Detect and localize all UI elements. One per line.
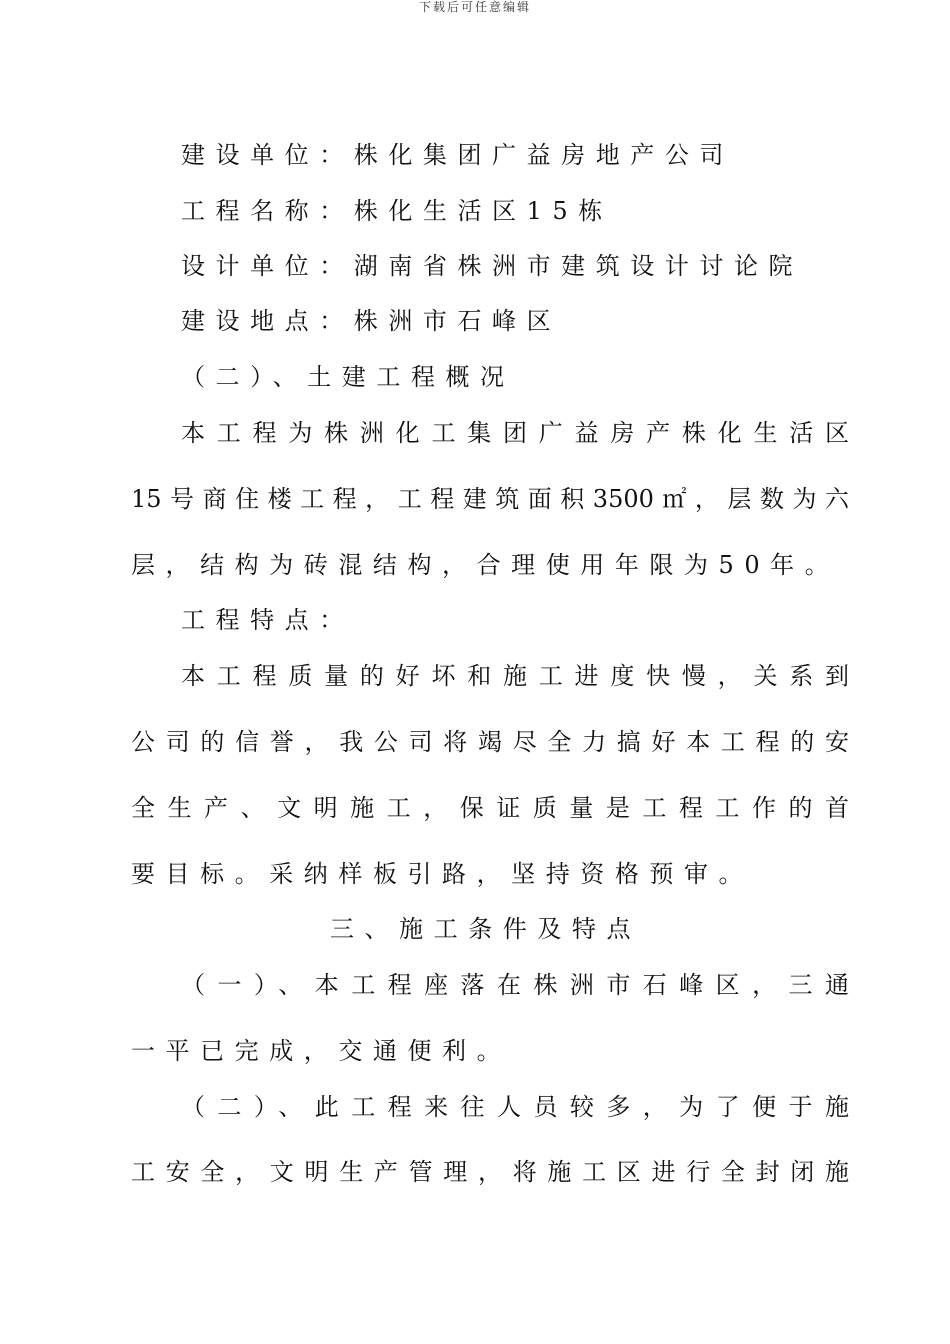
paragraph-line: 全生产、文明施工，保证质量是工程工作的首 [131, 794, 849, 822]
paragraph-line: 本工程质量的好坏和施工进度快慢，关系到 [181, 662, 849, 690]
paragraph-line: 一平已完成，交通便利。 [131, 1037, 512, 1065]
design-unit-line: 设计单位：湖南省株洲市建筑设计讨论院 [181, 252, 804, 280]
paragraph-line: 要目标。采纳样板引路，坚持资格预审。 [131, 860, 754, 888]
paragraph-line: 本工程为株洲化工集团广益房产株化生活区 [181, 419, 849, 447]
paragraph-line: 工安全，文明生产管理，将施工区进行全封闭施 [131, 1158, 849, 1186]
paragraph-line: 公司的信誉，我公司将竭尽全力搞好本工程的安 [131, 728, 849, 756]
paragraph-line: 15号商住楼工程，工程建筑面积3500㎡，层数为六 [131, 485, 849, 513]
paragraph-line: 层，结构为砖混结构，合理使用年限为50年。 [131, 551, 840, 579]
construction-unit-line: 建设单位：株化集团广益房地产公司 [181, 141, 734, 169]
project-features-label: 工程特点： [181, 606, 354, 634]
paragraph-line: （一）、本工程座落在株洲市石峰区，三通 [181, 971, 849, 999]
paragraph-line: （二）、此工程来往人员较多，为了便于施 [181, 1093, 849, 1121]
section-heading-conditions: 三、施工条件及特点 [330, 915, 642, 943]
construction-site-line: 建设地点：株洲市石峰区 [181, 307, 562, 335]
header-note: 下载后可任意编辑 [418, 0, 531, 14]
project-name-line: 工程名称：株化生活区15栋 [181, 197, 613, 225]
section-heading-civil-overview: （二）、土建工程概况 [181, 363, 515, 391]
